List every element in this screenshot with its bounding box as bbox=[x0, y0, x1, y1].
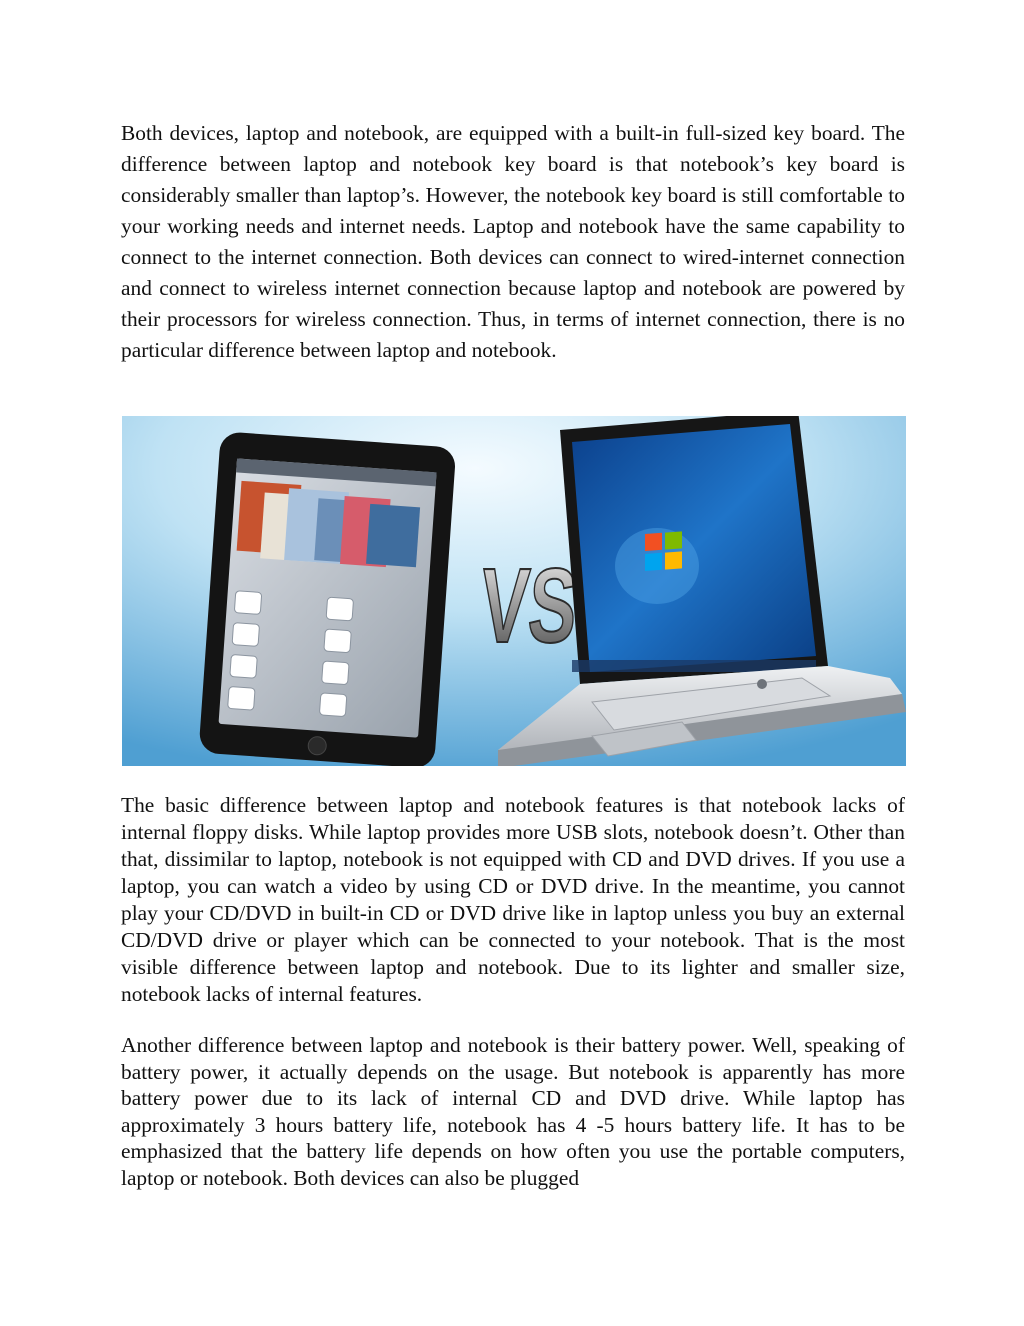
tablet-vs-laptop-image bbox=[122, 416, 906, 766]
vs-text: VS bbox=[476, 547, 627, 665]
paragraph-battery: Another difference between laptop and notebook is their battery power. Well, speaking of battery power, it actually depends on the usage. But notebook is apparently has more battery power due to its lack of internal CD and DVD drive. While laptop has approximately 3 hours battery life, notebook has 4 -5 hours battery life. It has to be emphasized that the battery life depends on how often you use the portable computers, laptop or notebook. Both devices can also be plugged bbox=[121, 1033, 905, 1190]
vs-label bbox=[476, 547, 627, 665]
paragraph-features: The basic difference between laptop and notebook features is that notebook lacks of internal floppy disks. While laptop provides more USB slots, notebook doesn’t. Other than that, dissimilar to laptop, notebook is not equipped with CD and DVD drives. If you use a laptop, you can watch a video by using CD or DVD drive. In the meantime, you cannot play your CD/DVD in built-in CD or DVD drive like in laptop unless you buy an external CD/DVD drive or player which can be connected to your notebook. That is the most visible difference between laptop and notebook. Due to its lighter and smaller size, notebook lacks of internal features. bbox=[121, 793, 905, 1006]
paragraph-keyboard-internet: Both devices, laptop and notebook, are equipped with a built-in full-sized key board. The difference between laptop and notebook key board is that notebook’s key board is considerably smaller than laptop’s. However, the notebook key board is still comfortable to your working needs and internet needs. Laptop and notebook have the same capability to connect to the internet connection. Both devices can connect to wired-internet connection and connect to wireless internet connection because laptop and notebook are powered by their processors for wireless connection. Thus, in terms of internet connection, there is no particular difference between laptop and notebook. bbox=[121, 121, 905, 362]
tablet-illustration bbox=[198, 431, 456, 766]
